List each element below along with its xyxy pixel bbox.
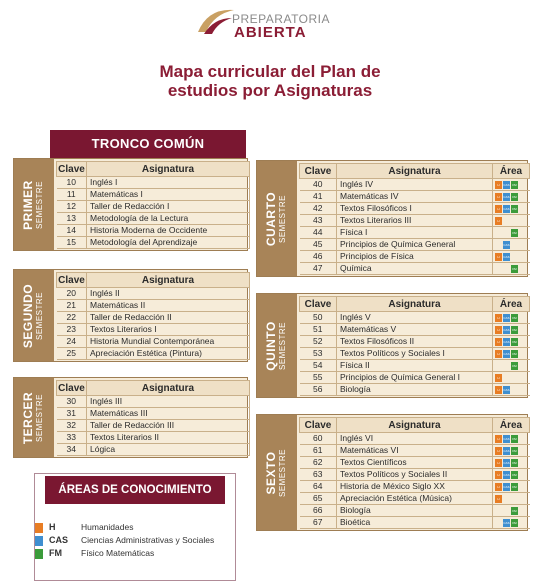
table-row [57,300,250,312]
subject-clave: 20 [57,288,87,300]
subject-clave: 60 [300,433,337,445]
semester-word: SEMESTRE [278,194,287,243]
semester-label [23,391,45,443]
area-badge-fm: FM [512,182,517,187]
area-badge-none [503,229,510,237]
subject-areas [493,215,530,227]
semester-block-tercer [13,377,248,458]
table-row [300,433,530,445]
subject-areas [493,324,530,336]
table-row [57,312,250,324]
subject-clave: 41 [300,191,337,203]
subject-areas [493,312,530,324]
areas-legend [34,473,236,581]
subject-name: Bioética [337,517,493,529]
subject-areas [493,263,530,275]
subject-clave: 30 [57,396,87,408]
subject-name: Textos Literarios II [87,432,250,444]
table-row [57,324,250,336]
subject-name: Metodología del Aprendizaje [87,237,250,249]
table-row [300,239,530,251]
subject-clave: 54 [300,360,337,372]
area-badge-fm: FM [512,194,517,199]
area-badge-fm: FM [512,230,517,235]
areas-legend-item-cas [35,535,237,547]
area-badge-none [503,507,510,515]
subject-clave: 42 [300,203,337,215]
area-badge-cas: CAS [503,194,510,199]
semester-side-label [14,378,54,457]
table-row [57,177,250,189]
table-row [57,213,250,225]
logo-text-abierta: ABIERTA [234,24,307,41]
areas-legend-item-h [35,522,237,534]
table-row [300,263,530,275]
semester-name: CUARTO [264,191,278,246]
area-badge-h: H [495,205,502,213]
subject-areas [493,239,530,251]
subject-name: Apreciación Estética (Música) [337,493,493,505]
area-badge-cas: CAS [503,254,510,259]
area-color-swatch [35,523,43,533]
subjects-table [299,296,530,396]
area-badge-fm: FM [512,351,517,356]
area-badge-h: H [495,374,502,382]
subject-areas [493,505,530,517]
semester-name: QUINTO [264,320,278,371]
table-row [57,444,250,456]
area-name: Físico Matemáticas [81,548,155,558]
logo [196,4,356,44]
semester-name: PRIMER [21,179,35,230]
column-header-clave: Clave [300,418,337,433]
area-badge-h: H [495,326,502,334]
table-row [300,481,530,493]
table-row [300,348,530,360]
semester-label [266,321,288,370]
table-row [57,396,250,408]
subject-clave: 63 [300,469,337,481]
subject-clave: 62 [300,457,337,469]
area-color-swatch [35,536,43,546]
subject-clave: 55 [300,372,337,384]
area-abbreviation: CAS [49,535,69,545]
column-header-clave: Clave [300,297,337,312]
subject-clave: 46 [300,251,337,263]
subject-clave: 31 [57,408,87,420]
subject-name: Física I [337,227,493,239]
subject-areas [493,203,530,215]
area-badge-cas: CAS [503,484,510,489]
subjects-table [299,417,530,529]
table-row [57,225,250,237]
subject-clave: 66 [300,505,337,517]
subject-clave: 25 [57,348,87,360]
table-row [300,445,530,457]
subject-name: Inglés II [87,288,250,300]
subject-clave: 24 [57,336,87,348]
area-badge-h: H [495,350,502,358]
subject-clave: 14 [57,225,87,237]
semester-label [266,448,288,496]
subject-name: Inglés III [87,396,250,408]
subject-clave: 64 [300,481,337,493]
semester-side-label [14,270,54,361]
subject-clave: 47 [300,263,337,275]
area-badge-h: H [495,253,502,261]
table-row [300,372,530,384]
table-row [57,348,250,360]
tronco-comun-header: TRONCO COMÚN [50,130,246,158]
subject-clave: 61 [300,445,337,457]
subject-clave: 32 [57,420,87,432]
subject-clave: 10 [57,177,87,189]
area-badge-cas: CAS [503,436,510,441]
semester-word: SEMESTRE [278,448,287,497]
table-row [300,360,530,372]
subject-name: Matemáticas I [87,189,250,201]
subject-name: Biología [337,384,493,396]
column-header-clave: Clave [300,164,337,179]
table-row [300,517,530,529]
semester-side-label [257,415,297,530]
subject-areas [493,336,530,348]
table-row [57,201,250,213]
subject-areas [493,469,530,481]
area-badge-fm: FM [512,448,517,453]
area-badge-h: H [495,495,502,503]
subject-clave: 33 [57,432,87,444]
table-row [57,420,250,432]
area-badge-fm: FM [512,436,517,441]
area-badge-none [503,362,510,370]
table-row [300,191,530,203]
table-row [300,227,530,239]
area-badge-cas: CAS [503,448,510,453]
page-title-line2: estudios por Asignaturas [167,81,373,100]
subject-name: Historia Moderna de Occidente [87,225,250,237]
subject-name: Apreciación Estética (Pintura) [87,348,250,360]
area-badge-h: H [495,217,502,225]
area-badge-fm: FM [512,484,517,489]
semester-name: TERCER [21,391,35,444]
area-badge-fm: FM [512,339,517,344]
subject-clave: 67 [300,517,337,529]
subject-name: Historia Mundial Contemporánea [87,336,250,348]
semester-label [23,283,45,347]
semester-block-primer [13,158,248,251]
subject-clave: 15 [57,237,87,249]
table-row [300,251,530,263]
subjects-table [299,163,530,275]
semester-word: SEMESTRE [35,393,44,442]
subject-areas [493,179,530,191]
semester-word: SEMESTRE [35,291,44,340]
subject-clave: 23 [57,324,87,336]
area-badge-cas: CAS [503,182,510,187]
column-header-clave: Clave [58,382,85,394]
table-row [57,288,250,300]
column-header-clave: Clave [58,163,85,175]
subject-name: Taller de Redacción II [87,312,250,324]
subject-clave: 45 [300,239,337,251]
semester-block-sexto [256,414,528,531]
semester-side-label [257,161,297,276]
column-header-area: Área [493,418,530,433]
semester-name: SEXTO [264,451,278,494]
area-badge-h: H [495,193,502,201]
table-row [300,324,530,336]
area-badge-none [495,507,502,515]
subject-clave: 50 [300,312,337,324]
subject-areas [493,348,530,360]
subject-name: Lógica [87,444,250,456]
subject-areas [493,191,530,203]
logo-text-preparatoria: PREPARATORIA [232,12,331,26]
subject-areas [493,457,530,469]
subject-name: Taller de Redacción I [87,201,250,213]
subject-name: Taller de Redacción III [87,420,250,432]
column-header-asignatura: Asignatura [87,273,250,288]
semester-name: SEGUNDO [21,283,35,348]
table-row [300,203,530,215]
subject-name: Textos Literarios I [87,324,250,336]
subject-clave: 21 [57,300,87,312]
subjects-table [56,380,250,456]
subject-name: Matemáticas V [337,324,493,336]
subject-name: Principios de Química General [337,239,493,251]
area-badge-cas: CAS [503,460,510,465]
subject-name: Inglés IV [337,179,493,191]
area-badge-h: H [495,338,502,346]
area-badge-h: H [495,459,502,467]
subject-name: Física II [337,360,493,372]
area-name: Ciencias Administrativas y Sociales [81,535,215,545]
subject-name: Textos Filosóficos II [337,336,493,348]
table-row [300,505,530,517]
semester-label [23,180,45,230]
subject-areas [493,493,530,505]
subject-areas [493,360,530,372]
area-badge-cas: CAS [503,206,510,211]
subject-clave: 13 [57,213,87,225]
subject-clave: 56 [300,384,337,396]
subject-clave: 52 [300,336,337,348]
column-header-asignatura: Asignatura [337,164,493,179]
column-header-area: Área [493,164,530,179]
subject-name: Química [337,263,493,275]
area-badge-cas: CAS [503,242,510,247]
subject-name: Inglés VI [337,433,493,445]
area-badge-none [495,241,502,249]
subjects-table [56,161,250,249]
table-row [57,336,250,348]
area-abbreviation: FM [49,548,62,558]
subject-name: Principios de Química General I [337,372,493,384]
area-color-swatch [35,549,43,559]
area-badge-cas: CAS [503,387,510,392]
subject-name: Textos Filosóficos I [337,203,493,215]
table-row [57,189,250,201]
subject-clave: 51 [300,324,337,336]
subject-clave: 22 [57,312,87,324]
subject-name: Biología [337,505,493,517]
subject-clave: 43 [300,215,337,227]
subject-name: Principios de Física [337,251,493,263]
subject-clave: 11 [57,189,87,201]
semester-word: SEMESTRE [278,321,287,370]
area-badge-cas: CAS [503,351,510,356]
subject-name: Matemáticas III [87,408,250,420]
area-badge-fm: FM [512,508,517,513]
subject-clave: 34 [57,444,87,456]
table-row [300,312,530,324]
area-badge-fm: FM [512,460,517,465]
table-row [300,457,530,469]
area-name: Humanidades [81,522,134,532]
area-badge-fm: FM [512,520,517,525]
subject-name: Matemáticas IV [337,191,493,203]
column-header-asignatura: Asignatura [87,162,250,177]
table-row [300,336,530,348]
subject-areas [493,227,530,239]
area-badge-fm: FM [512,363,517,368]
area-badge-h: H [495,471,502,479]
area-badge-fm: FM [512,315,517,320]
subject-name: Metodología de la Lectura [87,213,250,225]
table-row [300,215,530,227]
areas-legend-title: ÁREAS DE CONOCIMIENTO [45,476,225,504]
subject-name: Textos Literarios III [337,215,493,227]
table-row [57,432,250,444]
area-badge-none [503,265,510,273]
semester-side-label [257,294,297,397]
area-badge-h: H [495,483,502,491]
semester-word: SEMESTRE [35,180,44,229]
logo-mark-icon [196,4,236,38]
area-badge-cas: CAS [503,339,510,344]
area-badge-cas: CAS [503,520,510,525]
area-badge-fm: FM [512,206,517,211]
subject-areas [493,372,530,384]
subject-areas [493,384,530,396]
subject-name: Historia de México Siglo XX [337,481,493,493]
area-badge-none [495,362,502,370]
area-badge-fm: FM [512,327,517,332]
area-badge-h: H [495,435,502,443]
subject-clave: 53 [300,348,337,360]
column-header-asignatura: Asignatura [337,297,493,312]
subject-clave: 65 [300,493,337,505]
area-badge-cas: CAS [503,315,510,320]
subject-areas [493,445,530,457]
subject-areas [493,517,530,529]
area-badge-none [495,229,502,237]
subject-name: Matemáticas II [87,300,250,312]
subject-clave: 44 [300,227,337,239]
subject-areas [493,481,530,493]
subject-name: Textos Políticos y Sociales I [337,348,493,360]
semester-block-cuarto [256,160,528,277]
subjects-table [56,272,250,360]
areas-legend-item-fm [35,548,237,560]
subject-name: Textos Científicos [337,457,493,469]
area-badge-none [495,519,502,527]
area-abbreviation: H [49,522,56,532]
area-badge-cas: CAS [503,327,510,332]
column-header-asignatura: Asignatura [337,418,493,433]
area-badge-none [495,265,502,273]
table-row [57,408,250,420]
column-header-asignatura: Asignatura [87,381,250,396]
subject-clave: 40 [300,179,337,191]
subject-name: Textos Políticos y Sociales II [337,469,493,481]
subject-name: Inglés I [87,177,250,189]
area-badge-cas: CAS [503,472,510,477]
subject-clave: 12 [57,201,87,213]
page-title-line1: Mapa curricular del Plan de [159,62,381,81]
table-row [300,493,530,505]
area-badge-h: H [495,386,502,394]
semester-block-segundo [13,269,248,362]
semester-side-label [14,159,54,250]
subject-areas [493,251,530,263]
semester-block-quinto [256,293,528,398]
table-row [300,469,530,481]
area-badge-h: H [495,314,502,322]
area-badge-fm: FM [512,266,517,271]
subject-name: Inglés V [337,312,493,324]
area-badge-h: H [495,447,502,455]
table-row [300,384,530,396]
table-row [300,179,530,191]
semester-label [266,191,288,245]
column-header-area: Área [493,297,530,312]
area-badge-fm: FM [512,472,517,477]
table-row [57,237,250,249]
column-header-clave: Clave [58,274,85,286]
subject-name: Matemáticas VI [337,445,493,457]
subject-areas [493,433,530,445]
area-badge-h: H [495,181,502,189]
